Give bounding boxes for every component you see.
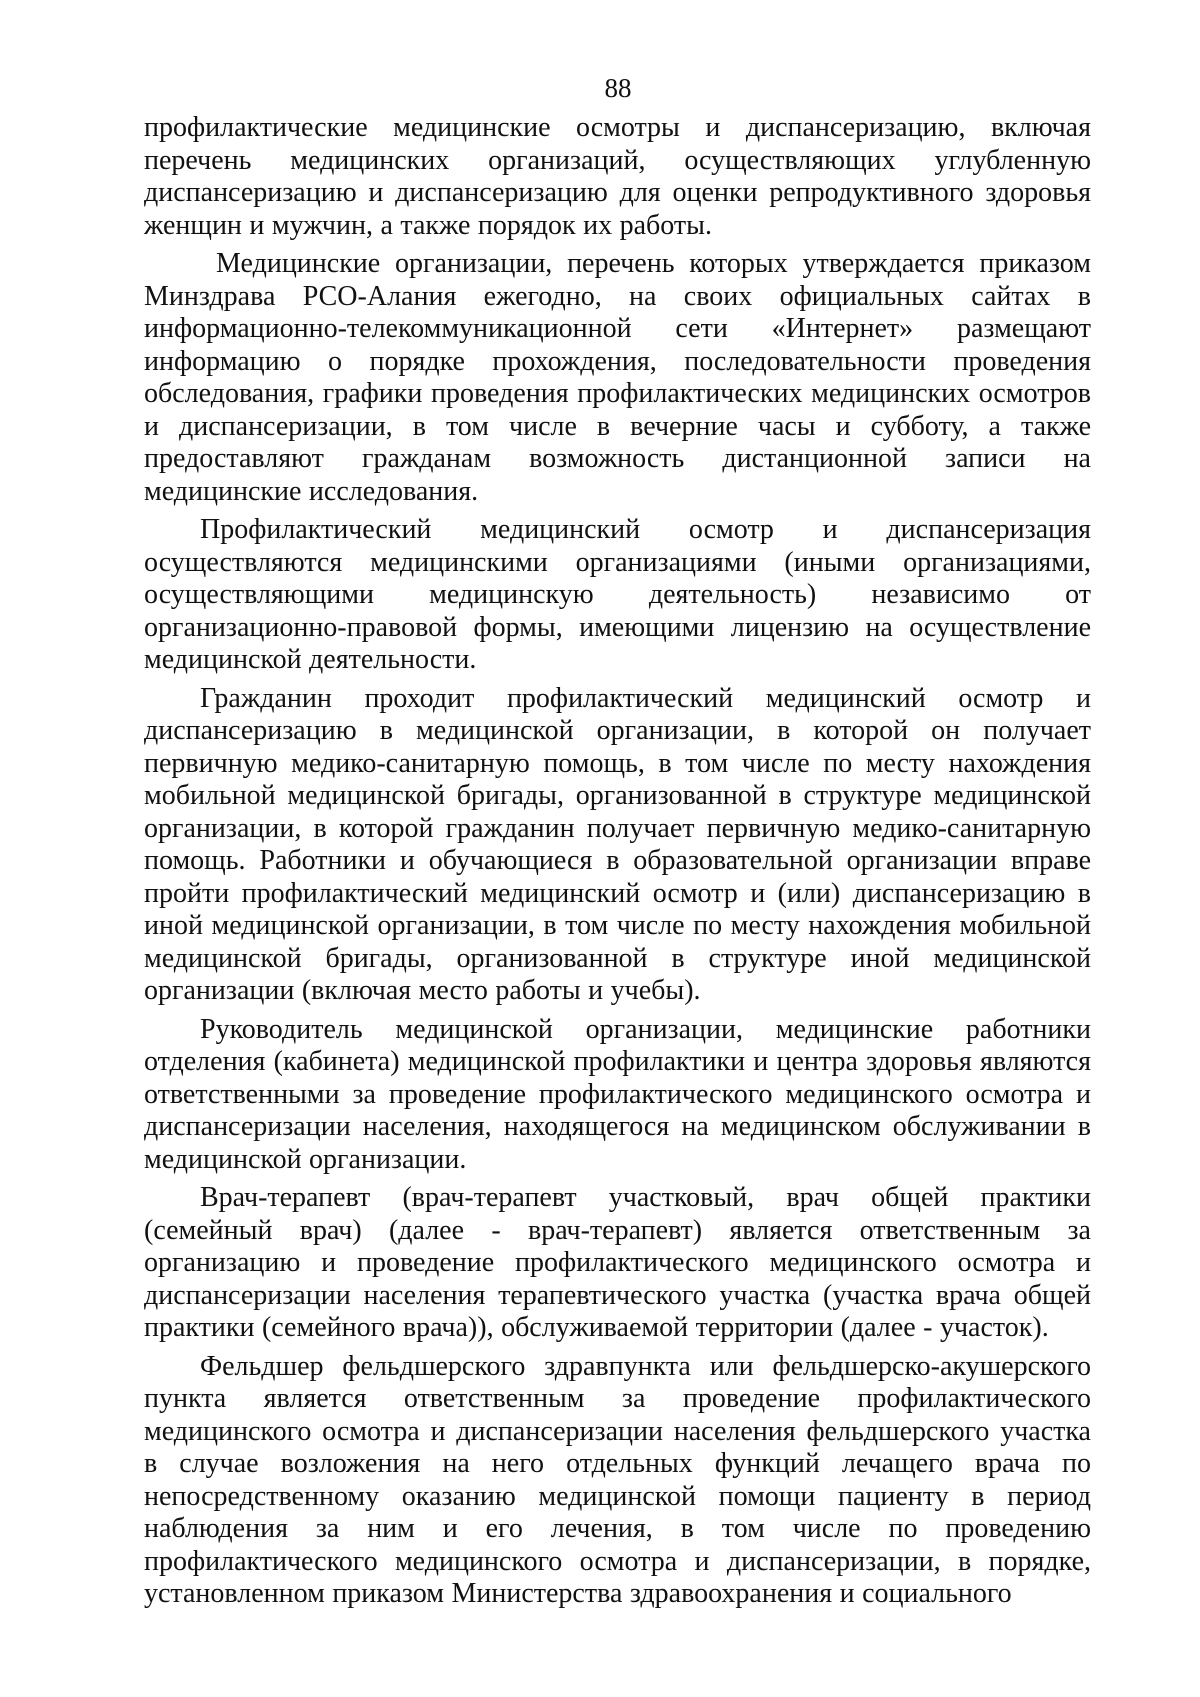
paragraph-medical-organizations-websites: Медицинские организации, перечень которых утверждается приказом Минздрава РСО-Алания ежегодно, на своих официальных сайтах в информационно-телекоммуникационной сети «Интернет» размещают информацию о порядке прохождения, последовательности проведения обследования, графики проведения профилактических медицинских осмотров и диспансеризации, в том числе в вечерние часы и субботу, а также предоставляют гражданам возможность дистанционной записи на медицинские исследования. (144, 248, 1091, 507)
document-body (144, 112, 1091, 1617)
paragraph-therapist-responsibility: Врач-терапевт (врач-терапевт участковый, врач общей практики (семейный врач) (далее - врач-терапевт) является ответственным за организацию и проведение профилактического медицинского осмотра и диспансеризации населения терапевтического участка (участка врача общей практики (семейного врача)), обслуживаемой территории (далее - участок). (144, 1182, 1091, 1343)
paragraph-paramedic-responsibility: Фельдшер фельдшерского здравпункта или фельдшерско-акушерского пункта является ответственным за проведение профилактического медицинского осмотра и диспансеризации населения фельдшерского участка в случае возложения на него отдельных функций лечащего врача по непосредственному оказанию медицинской помощи пациенту в период наблюдения за ним и его лечения, в том числе по проведению профилактического медицинского осмотра и диспансеризации, в порядке, установленном приказом Министерства здравоохранения и социального (144, 1350, 1091, 1609)
paragraph-head-responsibility: Руководитель медицинской организации, медицинские работники отделения (кабинета) медицинской профилактики и центра здоровья являются ответственными за проведение профилактического медицинского осмотра и диспансеризации населения, находящегося на медицинском обслуживании в медицинской организации. (144, 1013, 1091, 1175)
page-number: 88 (604, 73, 632, 103)
paragraph-citizen-exam-location: Гражданин проходит профилактический медицинский осмотр и диспансеризацию в медицинской организации, в которой он получает первичную медико-санитарную помощь, в том числе по месту нахождения мобильной медицинской бригады, организованной в структуре медицинской организации, в которой гражданин получает первичную медико-санитарную помощь. Работники и обучающиеся в образовательной организации вправе пройти профилактический медицинский осмотр и (или) диспансеризацию в иной медицинской организации, в том числе по месту нахождения мобильной медицинской бригады, организованной в структуре иной медицинской организации (включая место работы и учебы). (144, 682, 1091, 1006)
paragraph-preventive-exam-performers: Профилактический медицинский осмотр и диспансеризация осуществляются медицинскими организациями (иными организациями, осуществляющими медицинскую деятельность) независимо от организационно-правовой формы, имеющими лицензию на осуществление медицинской деятельности. (144, 514, 1091, 675)
paragraph-continued: профилактические медицинские осмотры и диспансеризацию, включая перечень медицинских организаций, осуществляющих углубленную диспансеризацию и диспансеризацию для оценки репродуктивного здоровья женщин и мужчин, а также порядок их работы. (144, 112, 1091, 241)
